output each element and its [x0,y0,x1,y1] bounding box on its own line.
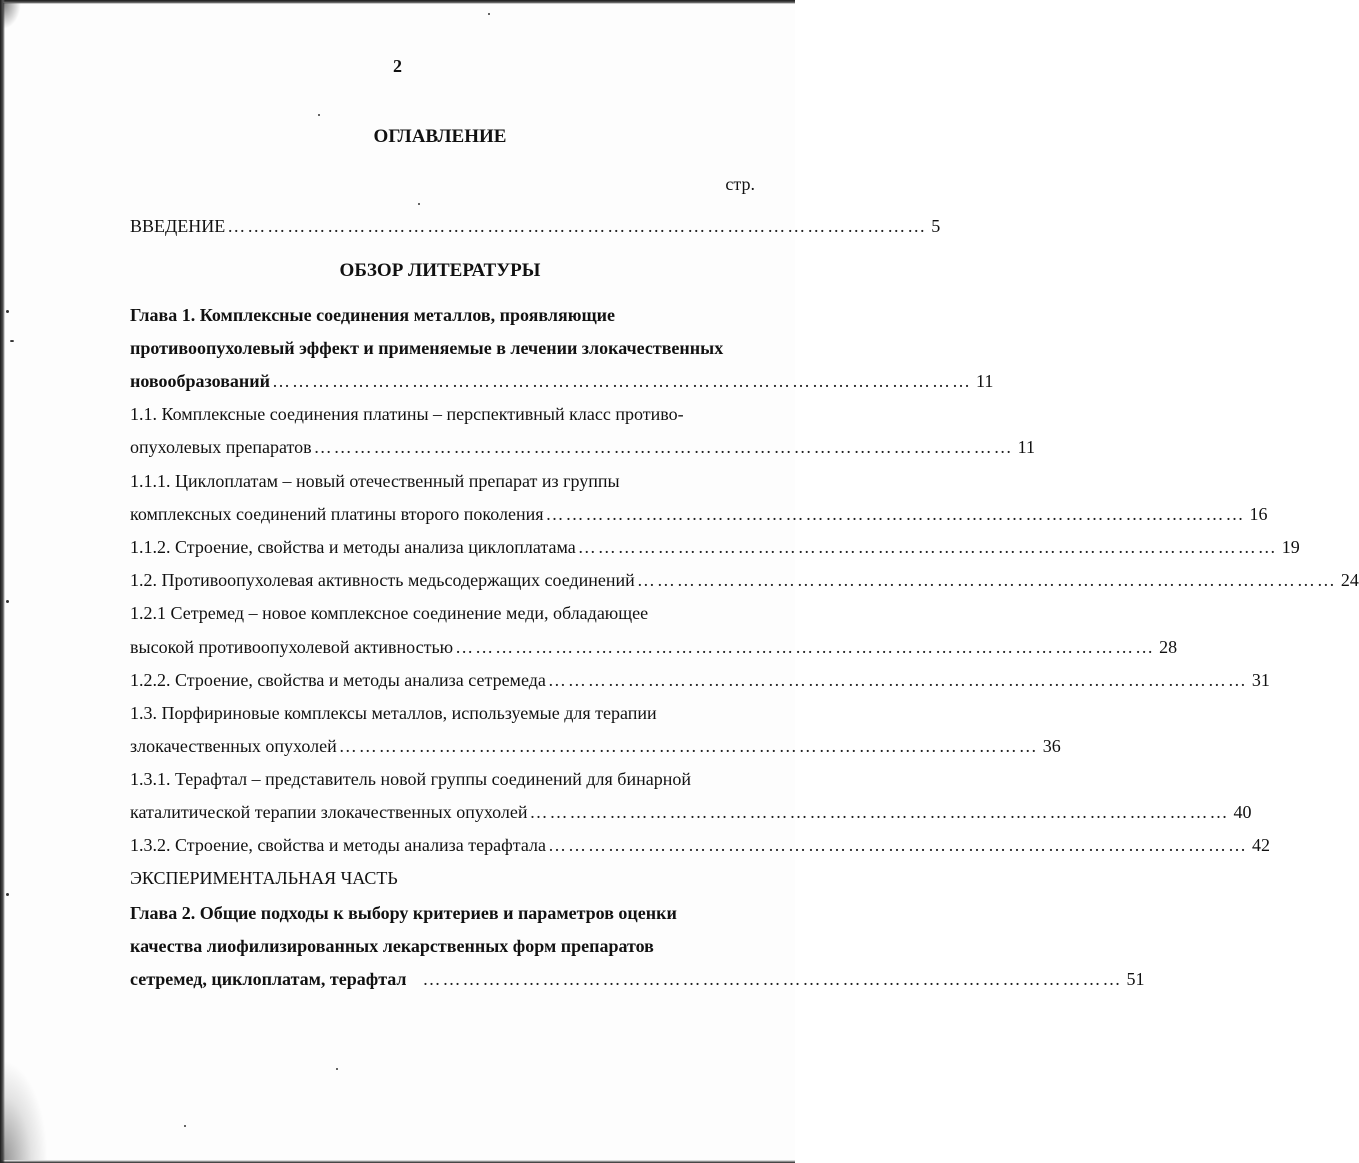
scan-border-left [0,0,5,1163]
toc-entry-1-2-2[interactable] [130,670,1270,691]
scan-speck [10,340,14,342]
toc-page-number: 31 [1251,670,1270,690]
toc-entry-text: высокой противоопухолевой активностью [130,637,454,657]
toc-page-number: 40 [1233,802,1252,822]
toc-entry-text: злокачественных опухолей [130,736,337,756]
toc-entry-text: ВВЕДЕНИЕ [130,216,226,236]
toc-entry-1-3[interactable] [130,736,1061,757]
toc-entry-text: сетремед, циклоплатам, терафтал [130,969,407,989]
toc-entry-chapter1[interactable] [130,371,994,392]
toc-entry-text: 1.1.2. Строение, свойства и методы анализа циклоплатама [130,537,576,557]
scan-speck [318,114,320,116]
toc-leader-dots: …………………………………………………………………………………………… [455,637,1156,657]
toc-entry-text: каталитической терапии злокачественных опухолей [130,802,528,822]
toc-page-number: 11 [976,371,994,391]
scan-speck [6,893,9,896]
toc-entry-1-3-2[interactable] [130,835,1270,856]
section-1-2-1-line1: 1.2.1 Сетремед – новое комплексное соединение меди, обладающее [130,603,649,623]
scan-speck [336,1068,338,1070]
scan-border-top [0,0,795,4]
toc-entry-1-1[interactable] [130,437,1036,458]
toc-leader-dots: …………………………………………………………………………………………… [547,670,1248,690]
toc-leader-dots: …………………………………………………………………………………………… [548,835,1248,855]
toc-leader-dots: …………………………………………………………………………………………… [272,371,973,391]
scan-speck [418,203,420,205]
chapter1-line2: противоопухолевый эффект и применяемые в лечении злокачественных [130,338,724,358]
chapter2-line2: качества лиофилизированных лекарственных форм препаратов [130,936,654,956]
toc-page-number: 11 [1017,437,1036,457]
page-number: 2 [393,56,402,76]
toc-entry-text: 1.2. Противоопухолевая активность медьсодержащих соединений [130,570,635,590]
toc-entry-1-1-2[interactable] [130,537,1300,558]
scan-corner-artifact [3,3,21,29]
chapter2-line1: Глава 2. Общие подходы к выбору критериев и параметров оценки [130,903,677,923]
toc-title: ОГЛАВЛЕНИЕ [373,126,507,147]
toc-entry-text: 1.3.2. Строение, свойства и методы анализа терафтала [130,835,546,855]
scan-speck [6,600,9,603]
toc-page-number: 42 [1252,835,1270,855]
toc-entry-1-2-1[interactable] [130,637,1178,658]
toc-page-number: 28 [1159,637,1178,657]
toc-leader-dots: …………………………………………………………………………………………… [577,537,1278,557]
toc-entry-1-1-1[interactable] [130,504,1268,525]
page-column-label: стр. [725,174,755,194]
scan-speck [6,310,9,313]
toc-page-number: 19 [1281,537,1300,557]
toc-page-number: 51 [1126,969,1145,989]
toc-leader-dots: …………………………………………………………………………………………… [422,969,1123,989]
toc-entry-text: комплексных соединений платины второго поколения [130,504,544,524]
toc-entry-introduction[interactable] [130,216,941,237]
toc-leader-dots: …………………………………………………………………………………………… [529,802,1230,822]
toc-entry-text: новообразований [130,371,271,391]
chapter1-line1: Глава 1. Комплексные соединения металлов, проявляющие [130,305,616,325]
section-title-experimental: ЭКСПЕРИМЕНТАЛЬНАЯ ЧАСТЬ [130,868,398,888]
section-1-1-1-line1: 1.1.1. Циклоплатам – новый отечественный препарат из группы [130,471,620,491]
toc-leader-dots: …………………………………………………………………………………………… [227,216,928,236]
toc-page-number: 16 [1249,504,1268,524]
toc-entry-chapter2[interactable] [130,969,1145,990]
toc-leader-dots: …………………………………………………………………………………………… [338,736,1039,756]
scan-speck [184,1125,186,1127]
section-1-3-line1: 1.3. Порфириновые комплексы металлов, используемые для терапии [130,703,657,723]
toc-entry-1-3-1[interactable] [130,802,1252,823]
toc-page-number: 36 [1042,736,1061,756]
toc-page-number: 5 [931,216,941,236]
scan-speck [488,13,490,15]
section-1-3-1-line1: 1.3.1. Терафтал – представитель новой группы соединений для бинарной [130,769,691,789]
toc-leader-dots: …………………………………………………………………………………………… [545,504,1246,524]
toc-leader-dots: …………………………………………………………………………………………… [636,570,1337,590]
section-1-1-line1: 1.1. Комплексные соединения платины – перспективный класс противо- [130,404,684,424]
toc-entry-text: 1.2.2. Строение, свойства и методы анализа сетремеда [130,670,546,690]
section-title-literature-review: ОБЗОР ЛИТЕРАТУРЫ [339,260,541,281]
toc-page-number: 24 [1340,570,1359,590]
toc-leader-dots: …………………………………………………………………………………………… [313,437,1014,457]
toc-entry-1-2[interactable] [130,570,1359,591]
toc-entry-text: опухолевых препаратов [130,437,312,457]
scan-noise-artifact [2,1060,48,1160]
